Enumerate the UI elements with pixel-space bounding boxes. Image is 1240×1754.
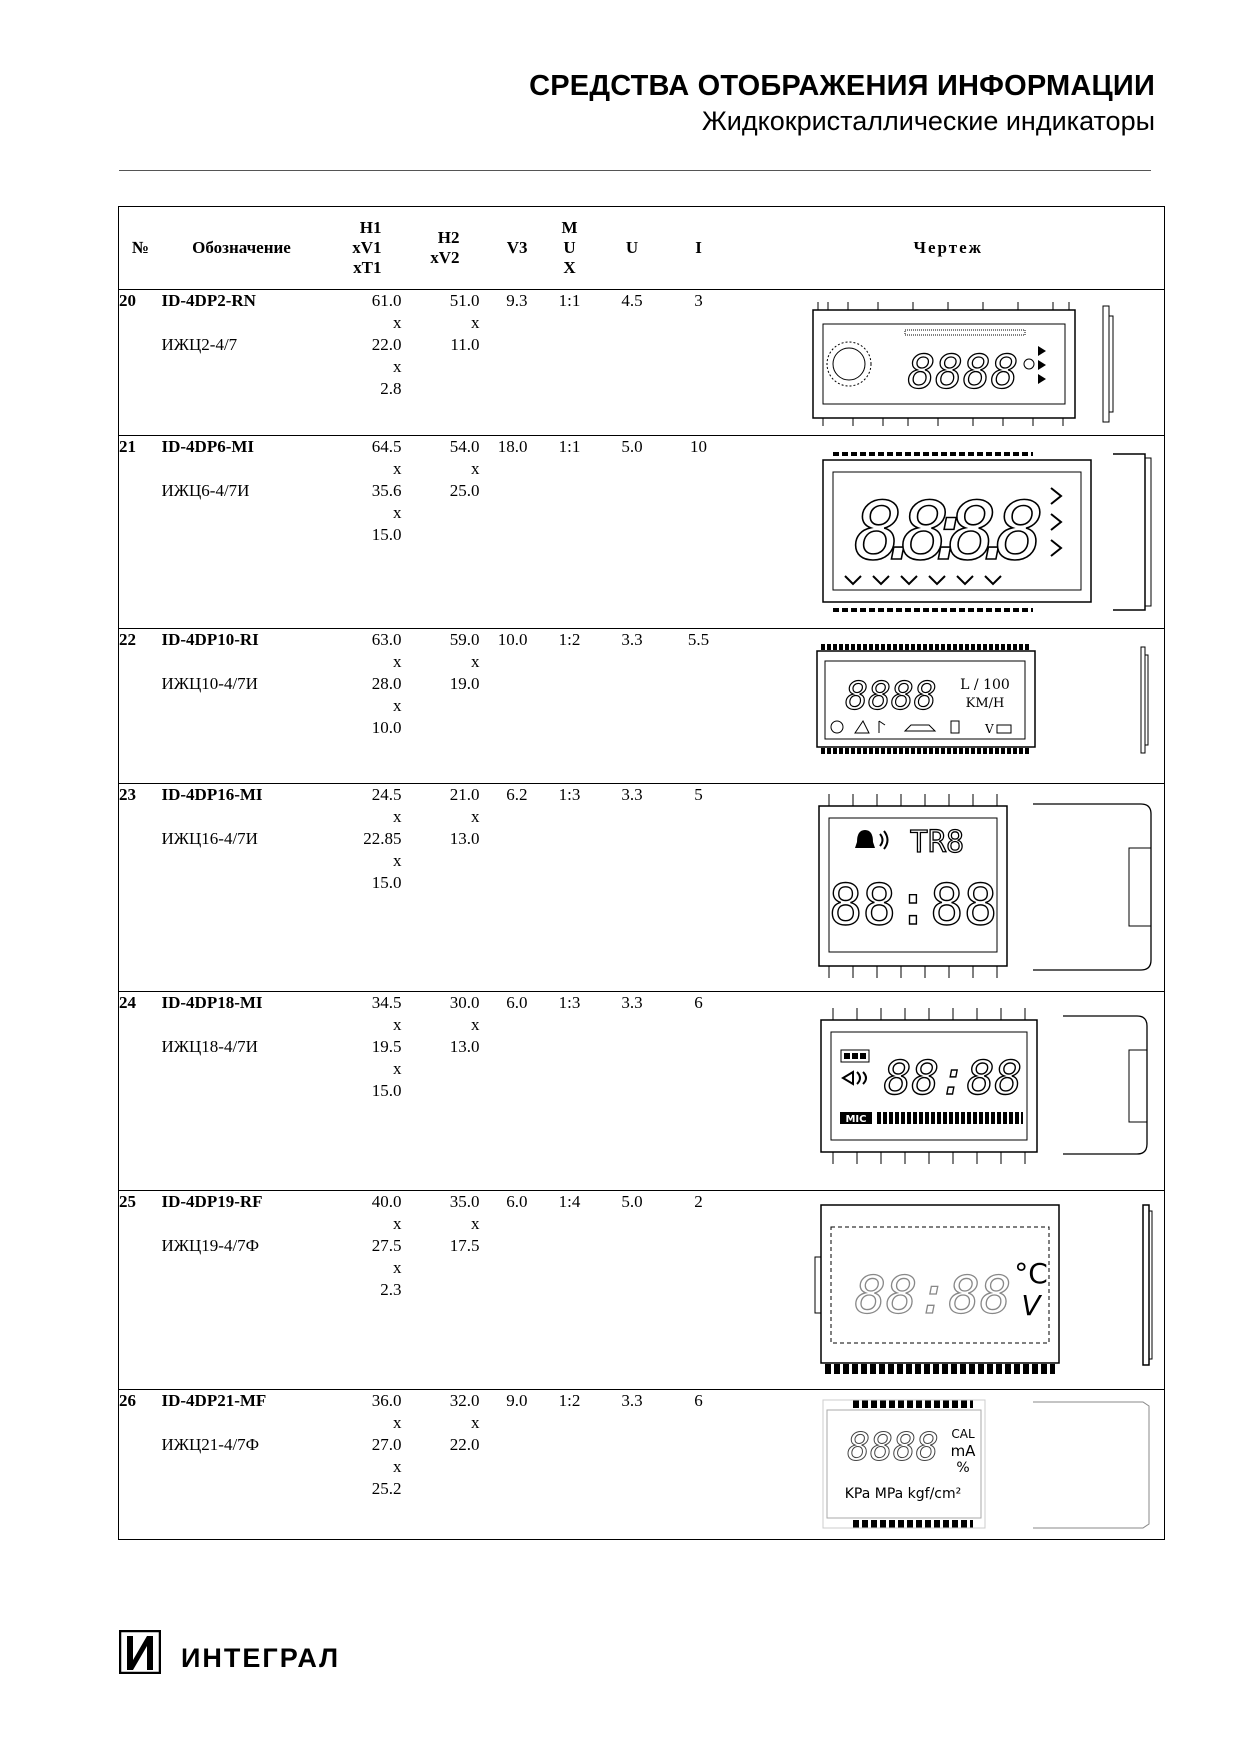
dim-value: 25.0	[449, 481, 480, 500]
col-t1: xT1	[353, 258, 382, 277]
row-number: 23	[119, 784, 162, 992]
col-header-no: №	[119, 207, 162, 290]
lcd-units-kmh: KM/H	[965, 696, 1004, 711]
spec-table	[118, 206, 1165, 1540]
drawing-cell	[733, 290, 1165, 436]
table-row	[119, 784, 1165, 992]
col-header-u: U	[600, 207, 665, 290]
col-header-v3: V3	[480, 207, 540, 290]
dim-sep: x	[393, 1015, 402, 1034]
lcd-digits: 88:88	[828, 873, 997, 938]
dim-value: 15.0	[371, 873, 402, 892]
col-mux-3: X	[563, 258, 576, 277]
row-v3: 9.0	[480, 1390, 540, 1540]
col-header-mux	[540, 207, 600, 290]
row-v3: 18.0	[480, 436, 540, 629]
dim-sep: x	[471, 1214, 480, 1233]
dim-value: 10.0	[371, 718, 402, 737]
dim-sep: x	[393, 851, 402, 870]
dim-value: 13.0	[449, 829, 480, 848]
row-mux: 1:4	[540, 1191, 600, 1390]
row-dim2	[402, 629, 480, 784]
lcd-drawing-25	[733, 1191, 1165, 1388]
row-ru-code: ИЖЦ19-4/7Ф	[161, 1236, 260, 1255]
dim-sep: x	[393, 1413, 402, 1432]
row-v3: 9.3	[480, 290, 540, 436]
row-u: 3.3	[600, 992, 665, 1191]
row-u: 5.0	[600, 1191, 665, 1390]
lcd-drawing-22	[733, 629, 1165, 782]
row-v3: 10.0	[480, 629, 540, 784]
row-ru-code: ИЖЦ16-4/7И	[161, 829, 258, 848]
drawing-cell	[733, 784, 1165, 992]
row-mux: 1:3	[540, 784, 600, 992]
table-row	[119, 436, 1165, 629]
row-dim2	[402, 784, 480, 992]
dim-sep: x	[393, 1059, 402, 1078]
row-u: 5.0	[600, 436, 665, 629]
row-code: ID-4DP18-MI	[161, 993, 263, 1012]
lcd-drawing-26	[733, 1390, 1165, 1538]
col-h1: H1	[359, 218, 382, 237]
col-header-drawing: Чертеж	[733, 207, 1165, 290]
row-code: ID-4DP6-MI	[161, 437, 255, 456]
row-designation	[162, 1390, 322, 1540]
dim-value: 34.5	[371, 993, 402, 1012]
col-header-name: Обозначение	[162, 207, 322, 290]
dim-value: 19.5	[371, 1037, 402, 1056]
dim-sep: x	[393, 696, 402, 715]
dim-value: 32.0	[449, 1391, 480, 1410]
row-dim1	[322, 436, 402, 629]
row-mux: 1:2	[540, 1390, 600, 1540]
row-designation	[162, 784, 322, 992]
row-dim1	[322, 629, 402, 784]
dim-value: 24.5	[371, 785, 402, 804]
row-i: 10	[665, 436, 733, 629]
col-header-i: I	[665, 207, 733, 290]
drawing-cell	[733, 629, 1165, 784]
drawing-cell	[733, 436, 1165, 629]
col-header-dim1	[322, 207, 402, 290]
lcd-drawing-21	[733, 436, 1165, 627]
lcd-digits: 88:88	[883, 1051, 1022, 1105]
lcd-v: V	[984, 722, 994, 736]
row-number: 22	[119, 629, 162, 784]
lcd-units-l100: L / 100	[959, 677, 1010, 693]
row-dim1	[322, 992, 402, 1191]
dim-value: 61.0	[371, 291, 402, 310]
dim-sep: x	[393, 503, 402, 522]
dim-sep: x	[471, 459, 480, 478]
dim-sep: x	[471, 313, 480, 332]
dim-sep: x	[393, 1258, 402, 1277]
row-v3: 6.2	[480, 784, 540, 992]
table-row	[119, 290, 1165, 436]
row-dim1	[322, 1390, 402, 1540]
row-ru-code: ИЖЦ6-4/7И	[161, 481, 250, 500]
table-header-row	[119, 207, 1165, 290]
dim-sep: x	[471, 1015, 480, 1034]
row-mux: 1:2	[540, 629, 600, 784]
lcd-digits: 8888	[846, 1425, 939, 1469]
dim-value: 19.0	[449, 674, 480, 693]
dim-value: 35.0	[449, 1192, 480, 1211]
row-v3: 6.0	[480, 992, 540, 1191]
row-i: 5.5	[665, 629, 733, 784]
dim-value: 63.0	[371, 630, 402, 649]
dim-sep: x	[393, 807, 402, 826]
row-code: ID-4DP21-MF	[161, 1391, 267, 1410]
dim-sep: x	[393, 357, 402, 376]
drawing-cell	[733, 1191, 1165, 1390]
row-mux: 1:1	[540, 436, 600, 629]
dim-value: 27.0	[371, 1435, 402, 1454]
lcd-unit-c: °C	[1013, 1257, 1048, 1290]
brand-name: ИНТЕГРАЛ	[181, 1643, 341, 1673]
lcd-digits: 8888	[907, 345, 1018, 399]
row-u: 3.3	[600, 784, 665, 992]
row-code: ID-4DP2-RN	[161, 291, 256, 310]
table-row	[119, 1191, 1165, 1390]
dim-value: 36.0	[371, 1391, 402, 1410]
row-number: 21	[119, 436, 162, 629]
table-row	[119, 1390, 1165, 1540]
row-designation	[162, 436, 322, 629]
row-i: 5	[665, 784, 733, 992]
dim-value: 2.3	[380, 1280, 402, 1299]
dim-value: 15.0	[371, 1081, 402, 1100]
dim-value: 59.0	[449, 630, 480, 649]
row-code: ID-4DP19-RF	[161, 1192, 263, 1211]
col-v1: xV1	[352, 238, 382, 257]
dim-value: 17.5	[449, 1236, 480, 1255]
dim-value: 21.0	[449, 785, 480, 804]
row-u: 3.3	[600, 629, 665, 784]
lcd-drawing-23	[733, 784, 1165, 990]
page-title: СРЕДСТВА ОТОБРАЖЕНИЯ ИНФОРМАЦИИ	[529, 70, 1155, 102]
dim-value: 30.0	[449, 993, 480, 1012]
dim-value: 64.5	[371, 437, 402, 456]
row-number: 24	[119, 992, 162, 1191]
row-i: 3	[665, 290, 733, 436]
dim-sep: x	[393, 652, 402, 671]
row-designation	[162, 1191, 322, 1390]
col-mux-2: U	[563, 238, 576, 257]
col-mux-1: M	[561, 218, 578, 237]
drawing-cell	[733, 1390, 1165, 1540]
col-v2: xV2	[430, 248, 460, 267]
dim-sep: x	[471, 1413, 480, 1432]
drawing-cell	[733, 992, 1165, 1191]
dim-value: 35.6	[371, 481, 402, 500]
lcd-digits: 88:88	[854, 1266, 1011, 1326]
dim-sep: x	[393, 459, 402, 478]
row-dim1	[322, 1191, 402, 1390]
row-designation	[162, 290, 322, 436]
row-mux: 1:3	[540, 992, 600, 1191]
row-v3: 6.0	[480, 1191, 540, 1390]
row-code: ID-4DP10-RI	[161, 630, 259, 649]
row-number: 26	[119, 1390, 162, 1540]
dim-value: 11.0	[450, 335, 480, 354]
dim-sep: x	[393, 1457, 402, 1476]
row-mux: 1:1	[540, 290, 600, 436]
row-number: 25	[119, 1191, 162, 1390]
lcd-cal: CAL	[950, 1427, 975, 1441]
table-row	[119, 992, 1165, 1191]
row-i: 6	[665, 992, 733, 1191]
dim-value: 22.85	[363, 829, 402, 848]
row-dim2	[402, 992, 480, 1191]
dim-sep: x	[393, 313, 402, 332]
row-i: 6	[665, 1390, 733, 1540]
lcd-digits: 8.8:8.8	[853, 485, 1044, 578]
page-subtitle: Жидкокристаллические индикаторы	[701, 106, 1155, 136]
dim-value: 13.0	[449, 1037, 480, 1056]
row-dim1	[322, 784, 402, 992]
col-header-dim2	[402, 207, 480, 290]
dim-value: 25.2	[371, 1479, 402, 1498]
header-divider	[119, 170, 1151, 171]
row-u: 4.5	[600, 290, 665, 436]
dim-sep: x	[471, 807, 480, 826]
row-dim2	[402, 290, 480, 436]
row-ru-code: ИЖЦ18-4/7И	[161, 1037, 258, 1056]
lcd-digits: 8888	[844, 674, 937, 718]
row-dim2	[402, 1390, 480, 1540]
lcd-ma: mA	[950, 1442, 975, 1460]
lcd-top-text: TR8	[909, 825, 964, 860]
lcd-percent: %	[955, 1460, 970, 1476]
row-code: ID-4DP16-MI	[161, 785, 263, 804]
dim-sep: x	[471, 652, 480, 671]
lcd-drawing-20	[733, 290, 1165, 434]
dim-value: 22.0	[371, 335, 402, 354]
lcd-unit-v: V	[1020, 1289, 1041, 1322]
table-row	[119, 629, 1165, 784]
lcd-drawing-24	[733, 992, 1165, 1189]
row-i: 2	[665, 1191, 733, 1390]
dim-value: 2.8	[380, 379, 402, 398]
row-designation	[162, 992, 322, 1191]
row-number: 20	[119, 290, 162, 436]
dim-value: 51.0	[449, 291, 480, 310]
row-dim2	[402, 1191, 480, 1390]
lcd-mic: MIC	[844, 1114, 867, 1125]
dim-value: 28.0	[371, 674, 402, 693]
row-dim2	[402, 436, 480, 629]
row-dim1	[322, 290, 402, 436]
integral-logo-icon	[119, 1630, 161, 1674]
row-ru-code: ИЖЦ21-4/7Ф	[161, 1435, 260, 1454]
dim-value: 27.5	[371, 1236, 402, 1255]
dim-sep: x	[393, 1214, 402, 1233]
row-ru-code: ИЖЦ10-4/7И	[161, 674, 258, 693]
row-designation	[162, 629, 322, 784]
col-h2: H2	[437, 228, 460, 247]
dim-value: 40.0	[371, 1192, 402, 1211]
dim-value: 15.0	[371, 525, 402, 544]
dim-value: 54.0	[449, 437, 480, 456]
row-ru-code: ИЖЦ2-4/7	[161, 335, 238, 354]
dim-value: 22.0	[449, 1435, 480, 1454]
row-u: 3.3	[600, 1390, 665, 1540]
lcd-units: KPa MPa kgf/cm²	[844, 1486, 961, 1502]
